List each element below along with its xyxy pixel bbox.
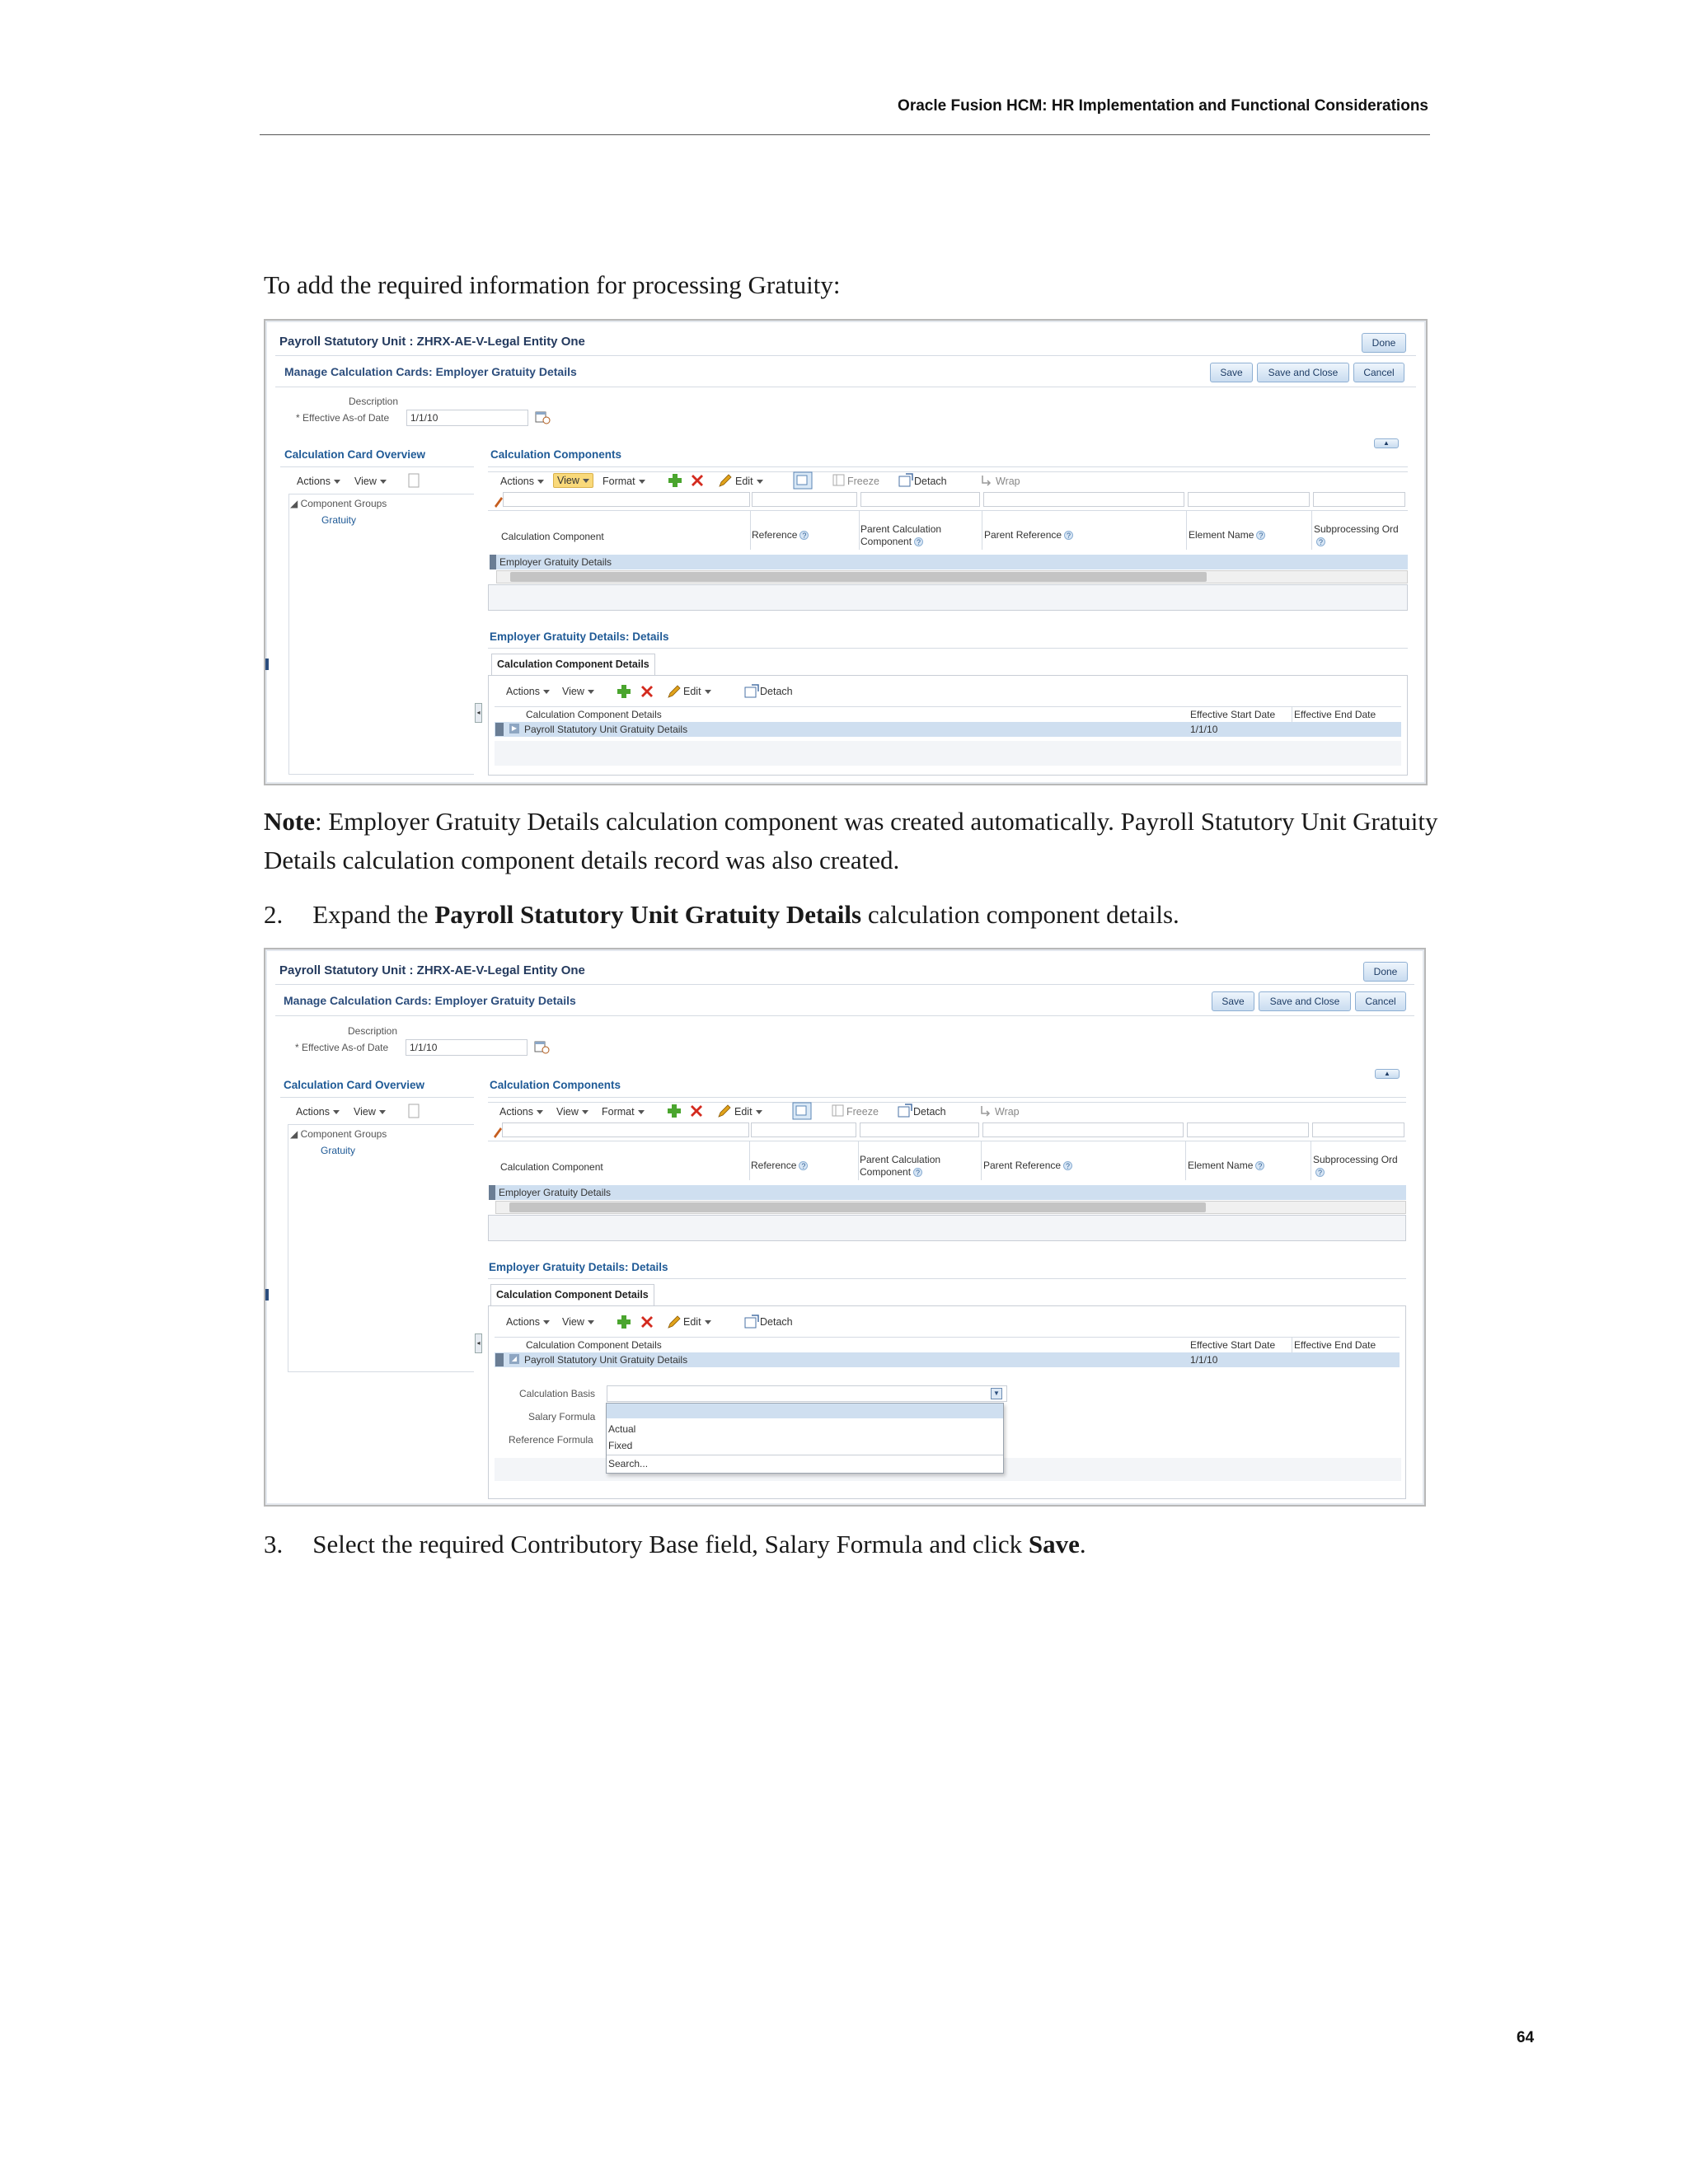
filter-input[interactable] bbox=[752, 492, 857, 507]
details-detach-button[interactable]: Detach bbox=[760, 1316, 793, 1328]
step-3-text-post: . bbox=[1079, 1530, 1086, 1558]
detach-icon[interactable] bbox=[897, 1103, 913, 1119]
dropdown-arrow-icon[interactable]: ▼ bbox=[991, 1388, 1002, 1399]
edit-pencil-icon[interactable] bbox=[717, 472, 734, 489]
step-2-text-pre: Expand the bbox=[312, 900, 435, 929]
row-effective-start-date: 1/1/10 bbox=[1190, 724, 1218, 735]
overview-title: Calculation Card Overview bbox=[284, 1079, 425, 1091]
help-icon[interactable]: ? bbox=[799, 1161, 808, 1170]
col-parent-reference[interactable] bbox=[983, 1160, 1072, 1171]
grid-line bbox=[488, 510, 1408, 511]
row-selector[interactable] bbox=[495, 723, 504, 736]
col-subprocessing-order[interactable] bbox=[1314, 523, 1399, 548]
save-and-close-button[interactable]: Save and Close bbox=[1259, 991, 1351, 1011]
format-label: Format bbox=[602, 1106, 635, 1118]
freeze-icon[interactable] bbox=[830, 1103, 846, 1119]
collapse-left-icon[interactable]: ◂ bbox=[475, 703, 482, 723]
step-2-number: 2. bbox=[264, 900, 284, 929]
grid-line bbox=[495, 706, 1401, 707]
grid-line bbox=[1186, 510, 1187, 550]
add-icon[interactable] bbox=[616, 1314, 632, 1330]
detach-icon[interactable] bbox=[743, 1314, 760, 1330]
delete-icon[interactable] bbox=[688, 1103, 705, 1119]
view-label: View bbox=[557, 475, 579, 486]
filter-input[interactable] bbox=[982, 1122, 1184, 1137]
screenshot-2 bbox=[264, 948, 1426, 1507]
delete-icon[interactable] bbox=[689, 472, 706, 489]
edit-label: Edit bbox=[734, 1106, 753, 1118]
horizontal-scrollbar[interactable] bbox=[496, 570, 1408, 583]
edit-pencil-icon[interactable] bbox=[716, 1103, 733, 1119]
col-element-name[interactable] bbox=[1188, 1160, 1264, 1171]
save-button[interactable]: Save bbox=[1210, 363, 1253, 382]
page-title: Payroll Statutory Unit : ZHRX-AE-V-Legal Entity One bbox=[279, 335, 585, 349]
col-effective-start-date[interactable]: Effective Start Date bbox=[1190, 709, 1276, 720]
col-reference[interactable] bbox=[751, 1160, 808, 1171]
actions-menu[interactable] bbox=[499, 1106, 543, 1118]
divider bbox=[280, 466, 474, 467]
row-component-details[interactable]: Payroll Statutory Unit Gratuity Details bbox=[524, 1354, 688, 1366]
help-icon[interactable]: ? bbox=[1063, 1161, 1072, 1170]
expand-row-icon[interactable]: ▶ bbox=[509, 724, 519, 733]
divider bbox=[280, 1097, 474, 1098]
actions-label: Actions bbox=[296, 1106, 330, 1118]
query-by-example-icon[interactable] bbox=[793, 471, 813, 490]
tree-root-label: Component Groups bbox=[300, 1128, 387, 1140]
col-component-details[interactable]: Calculation Component Details bbox=[526, 709, 662, 720]
note-text: : Employer Gratuity Details calculation component was created automatically. Payroll Statutory Unit Gratuity Details calculation component details record was also created. bbox=[264, 807, 1438, 874]
overview-actions-menu[interactable] bbox=[296, 1106, 340, 1118]
overview-actions-menu[interactable] bbox=[297, 476, 340, 487]
view-label: View bbox=[556, 1106, 579, 1118]
salary-formula-label: Salary Formula bbox=[528, 1411, 596, 1422]
save-and-close-button[interactable]: Save and Close bbox=[1257, 363, 1349, 382]
scrollbar-thumb[interactable] bbox=[510, 572, 1207, 582]
format-menu[interactable] bbox=[602, 1106, 645, 1118]
calendar-icon[interactable] bbox=[534, 409, 551, 425]
document-icon[interactable] bbox=[406, 472, 422, 489]
col-parent-reference-label: Parent Reference bbox=[984, 529, 1062, 541]
details-footer bbox=[495, 741, 1401, 766]
edit-label: Edit bbox=[683, 1316, 701, 1328]
panel-border bbox=[288, 1371, 474, 1372]
edit-label: Edit bbox=[735, 476, 753, 487]
divider bbox=[275, 355, 1416, 356]
toolbar-border bbox=[488, 1102, 1406, 1103]
step-3-text-pre: Select the required Contributory Base field, Salary Formula and click bbox=[312, 1530, 1029, 1558]
edit-menu[interactable] bbox=[734, 1106, 762, 1118]
col-parent-reference-label: Parent Reference bbox=[983, 1160, 1062, 1171]
divider bbox=[488, 1097, 1406, 1098]
calculation-basis-select[interactable] bbox=[607, 1385, 1007, 1402]
components-title: Calculation Components bbox=[490, 448, 622, 461]
subtitle: Manage Calculation Cards: Employer Gratuity Details bbox=[284, 365, 577, 378]
filter-input[interactable] bbox=[751, 1122, 856, 1137]
col-parent-reference[interactable] bbox=[984, 529, 1073, 541]
page-title: Payroll Statutory Unit : ZHRX-AE-V-Legal Entity One bbox=[279, 963, 585, 977]
description-label: Description bbox=[348, 1025, 398, 1037]
actions-label: Actions bbox=[499, 1106, 533, 1118]
wrap-button[interactable]: Wrap bbox=[995, 1106, 1020, 1118]
effective-date-label: * Effective As-of Date bbox=[295, 1042, 389, 1053]
overview-view-menu[interactable] bbox=[354, 476, 387, 487]
actions-menu[interactable] bbox=[500, 476, 544, 487]
col-reference-label: Reference bbox=[751, 1160, 797, 1171]
details-view-menu[interactable] bbox=[562, 1316, 594, 1328]
tab-calculation-component-details[interactable]: Calculation Component Details bbox=[490, 1284, 654, 1305]
col-calculation-component[interactable]: Calculation Component bbox=[500, 1161, 603, 1173]
tab-calculation-component-details[interactable]: Calculation Component Details bbox=[491, 654, 655, 675]
freeze-button[interactable]: Freeze bbox=[847, 476, 879, 487]
row-selector[interactable] bbox=[495, 1353, 504, 1366]
effective-date-label: * Effective As-of Date bbox=[296, 412, 390, 424]
divider bbox=[488, 1278, 1406, 1279]
dropdown-option-search[interactable]: Search... bbox=[608, 1458, 649, 1469]
step-3-number: 3. bbox=[264, 1530, 284, 1558]
col-subprocessing-label: Subprocessing Ord bbox=[1313, 1154, 1398, 1165]
details-actions-menu[interactable] bbox=[506, 686, 550, 697]
row-calculation-component[interactable]: Employer Gratuity Details bbox=[499, 556, 612, 568]
grid-line bbox=[1185, 1141, 1186, 1180]
tree-root-label: Component Groups bbox=[300, 498, 387, 509]
col-element-name[interactable] bbox=[1189, 529, 1265, 541]
details-detach-button[interactable]: Detach bbox=[760, 686, 793, 697]
subtitle: Manage Calculation Cards: Employer Gratuity Details bbox=[284, 994, 576, 1007]
grid-line bbox=[495, 1337, 1400, 1338]
row-component-details[interactable]: Payroll Statutory Unit Gratuity Details bbox=[524, 724, 688, 735]
add-icon[interactable] bbox=[666, 1103, 682, 1119]
scrollbar-thumb[interactable] bbox=[509, 1202, 1206, 1212]
step-2 bbox=[264, 895, 1179, 934]
edit-pencil-icon[interactable] bbox=[666, 1314, 682, 1330]
note-paragraph bbox=[264, 802, 1442, 879]
freeze-icon[interactable] bbox=[831, 472, 847, 489]
dropdown-option-actual[interactable]: Actual bbox=[608, 1423, 636, 1435]
divider bbox=[488, 648, 1408, 649]
step-3-text-bold: Save bbox=[1028, 1530, 1080, 1558]
collapse-left-icon[interactable]: ◂ bbox=[475, 1333, 482, 1353]
calculation-basis-dropdown-list bbox=[606, 1403, 1004, 1474]
splitter-handle[interactable] bbox=[265, 658, 269, 670]
help-icon[interactable]: ? bbox=[799, 531, 809, 540]
collapse-row-icon[interactable]: ◢ bbox=[509, 1354, 519, 1364]
view-menu[interactable] bbox=[556, 1106, 588, 1118]
col-parent-calc-line2: Component bbox=[860, 536, 912, 547]
col-subprocessing-label: Subprocessing Ord bbox=[1314, 523, 1399, 535]
help-icon[interactable]: ? bbox=[1256, 531, 1265, 540]
view-menu[interactable] bbox=[553, 473, 593, 488]
calculation-basis-label: Calculation Basis bbox=[519, 1388, 596, 1399]
filter-input[interactable] bbox=[983, 492, 1184, 507]
help-icon[interactable]: ? bbox=[1316, 537, 1325, 546]
actions-label: Actions bbox=[297, 476, 331, 487]
toolbar-border bbox=[488, 471, 1408, 472]
dropdown-empty-option[interactable] bbox=[607, 1404, 1003, 1418]
help-icon[interactable]: ? bbox=[1315, 1168, 1325, 1177]
document-icon[interactable] bbox=[406, 1103, 422, 1119]
detach-button[interactable]: Detach bbox=[914, 476, 947, 487]
done-button[interactable]: Done bbox=[1363, 962, 1408, 982]
col-calculation-component[interactable]: Calculation Component bbox=[501, 531, 604, 542]
intro-text: To add the required information for processing Gratuity: bbox=[264, 270, 841, 299]
wrap-icon[interactable] bbox=[979, 472, 996, 489]
format-label: Format bbox=[603, 476, 635, 487]
delete-icon[interactable] bbox=[639, 683, 655, 700]
actions-label: Actions bbox=[506, 686, 540, 697]
wrap-icon[interactable] bbox=[978, 1103, 995, 1119]
details-title: Employer Gratuity Details: Details bbox=[489, 1261, 668, 1273]
tree-root[interactable] bbox=[290, 1128, 387, 1140]
freeze-button[interactable]: Freeze bbox=[846, 1106, 879, 1118]
help-icon[interactable]: ? bbox=[914, 537, 923, 546]
col-element-name-label: Element Name bbox=[1188, 1160, 1254, 1171]
row-effective-start-date: 1/1/10 bbox=[1190, 1354, 1218, 1366]
row-selector[interactable] bbox=[489, 1185, 495, 1200]
col-parent-calc-line1: Parent Calculation bbox=[860, 523, 942, 535]
filter-input[interactable] bbox=[860, 1122, 979, 1137]
running-header: Oracle Fusion HCM: HR Implementation and Functional Considerations bbox=[898, 97, 1428, 115]
actions-label: Actions bbox=[500, 476, 534, 487]
detach-button[interactable]: Detach bbox=[913, 1106, 946, 1118]
horizontal-scrollbar[interactable] bbox=[495, 1201, 1406, 1214]
grid-line bbox=[750, 510, 751, 550]
calendar-icon[interactable] bbox=[533, 1038, 550, 1055]
help-icon[interactable]: ? bbox=[1064, 531, 1073, 540]
grid-line bbox=[1311, 510, 1312, 550]
screenshot-1 bbox=[264, 319, 1428, 785]
divider bbox=[275, 1015, 1414, 1016]
col-reference-label: Reference bbox=[752, 529, 798, 541]
edit-menu[interactable] bbox=[735, 476, 763, 487]
components-title: Calculation Components bbox=[490, 1079, 621, 1091]
add-icon[interactable] bbox=[616, 683, 632, 700]
col-parent-calc-line2: Component bbox=[860, 1166, 912, 1178]
filter-input[interactable] bbox=[1187, 1122, 1309, 1137]
overview-title: Calculation Card Overview bbox=[284, 448, 426, 461]
filter-input[interactable] bbox=[1312, 1122, 1404, 1137]
format-menu[interactable] bbox=[603, 476, 645, 487]
cancel-button[interactable]: Cancel bbox=[1353, 363, 1404, 382]
header-rule bbox=[260, 134, 1430, 135]
tree-expand-icon: ◢ bbox=[290, 1128, 301, 1140]
delete-icon[interactable] bbox=[639, 1314, 655, 1330]
done-button[interactable]: Done bbox=[1362, 333, 1406, 353]
col-element-name-label: Element Name bbox=[1189, 529, 1254, 541]
grid-line bbox=[859, 510, 860, 550]
view-label: View bbox=[354, 1106, 376, 1118]
detach-icon[interactable] bbox=[743, 683, 760, 700]
detach-icon[interactable] bbox=[898, 472, 914, 489]
view-label: View bbox=[562, 1316, 584, 1328]
step-2-text-bold: Payroll Statutory Unit Gratuity Details bbox=[434, 900, 862, 929]
step-3 bbox=[264, 1525, 1086, 1563]
panel-border bbox=[288, 494, 289, 774]
col-subprocessing-order[interactable] bbox=[1313, 1154, 1398, 1179]
save-button[interactable]: Save bbox=[1212, 991, 1254, 1011]
filter-input[interactable] bbox=[860, 492, 980, 507]
col-component-details[interactable]: Calculation Component Details bbox=[526, 1339, 662, 1351]
divider bbox=[488, 466, 1408, 467]
filter-input[interactable] bbox=[1313, 492, 1405, 507]
table-footer bbox=[488, 584, 1408, 611]
grid-line bbox=[749, 1141, 750, 1180]
step-2-text-post: calculation component details. bbox=[861, 900, 1179, 929]
row-selector[interactable] bbox=[490, 555, 496, 569]
col-parent-calculation-component[interactable] bbox=[860, 523, 941, 548]
edit-label: Edit bbox=[683, 686, 701, 697]
details-edit-menu[interactable] bbox=[683, 686, 711, 697]
col-effective-end-date[interactable]: Effective End Date bbox=[1294, 709, 1376, 720]
col-effective-end-date[interactable]: Effective End Date bbox=[1294, 1339, 1376, 1351]
filter-input[interactable] bbox=[502, 1122, 749, 1137]
col-parent-calc-line1: Parent Calculation bbox=[860, 1154, 941, 1165]
details-actions-menu[interactable] bbox=[506, 1316, 550, 1328]
edit-pencil-icon[interactable] bbox=[666, 683, 682, 700]
overview-view-menu[interactable] bbox=[354, 1106, 386, 1118]
note-label: Note bbox=[264, 807, 315, 836]
details-edit-menu[interactable] bbox=[683, 1316, 711, 1328]
details-title: Employer Gratuity Details: Details bbox=[490, 630, 669, 643]
col-effective-start-date[interactable]: Effective Start Date bbox=[1190, 1339, 1276, 1351]
table-footer bbox=[488, 1215, 1406, 1241]
description-label: Description bbox=[349, 396, 399, 407]
divider bbox=[275, 984, 1414, 985]
tree-root[interactable] bbox=[290, 498, 387, 509]
dropdown-option-fixed[interactable]: Fixed bbox=[608, 1440, 633, 1451]
reference-formula-label: Reference Formula bbox=[509, 1434, 593, 1446]
tree-item-gratuity[interactable]: Gratuity bbox=[321, 1145, 356, 1156]
tree-expand-icon: ◢ bbox=[290, 498, 301, 509]
panel-border bbox=[288, 774, 474, 775]
help-icon[interactable]: ? bbox=[1255, 1161, 1264, 1170]
table-row[interactable] bbox=[490, 555, 1408, 569]
col-reference[interactable] bbox=[752, 529, 809, 541]
details-view-menu[interactable] bbox=[562, 686, 594, 697]
tree-item-gratuity[interactable]: Gratuity bbox=[321, 514, 357, 526]
effective-date-input[interactable]: 1/1/10 bbox=[406, 410, 528, 426]
splitter-handle[interactable] bbox=[265, 1289, 269, 1301]
add-icon[interactable] bbox=[667, 472, 683, 489]
query-by-example-icon[interactable] bbox=[792, 1102, 812, 1120]
panel-border bbox=[288, 1124, 474, 1125]
grid-line bbox=[981, 1141, 982, 1180]
grid-line bbox=[858, 1141, 859, 1180]
table-row[interactable] bbox=[489, 1185, 1406, 1200]
wrap-button[interactable]: Wrap bbox=[996, 476, 1020, 487]
row-calculation-component[interactable]: Employer Gratuity Details bbox=[499, 1187, 612, 1198]
page-number: 64 bbox=[1517, 2029, 1535, 2046]
view-label: View bbox=[354, 476, 377, 487]
actions-label: Actions bbox=[506, 1316, 540, 1328]
collapse-button[interactable]: ▲ bbox=[1374, 438, 1399, 448]
col-parent-calculation-component[interactable] bbox=[860, 1154, 940, 1179]
effective-date-input[interactable]: 1/1/10 bbox=[406, 1039, 528, 1056]
filter-input[interactable] bbox=[1188, 492, 1310, 507]
cancel-button[interactable]: Cancel bbox=[1355, 991, 1406, 1011]
filter-input[interactable] bbox=[503, 492, 750, 507]
collapse-button[interactable]: ▲ bbox=[1375, 1069, 1400, 1079]
help-icon[interactable]: ? bbox=[913, 1168, 922, 1177]
view-label: View bbox=[562, 686, 584, 697]
